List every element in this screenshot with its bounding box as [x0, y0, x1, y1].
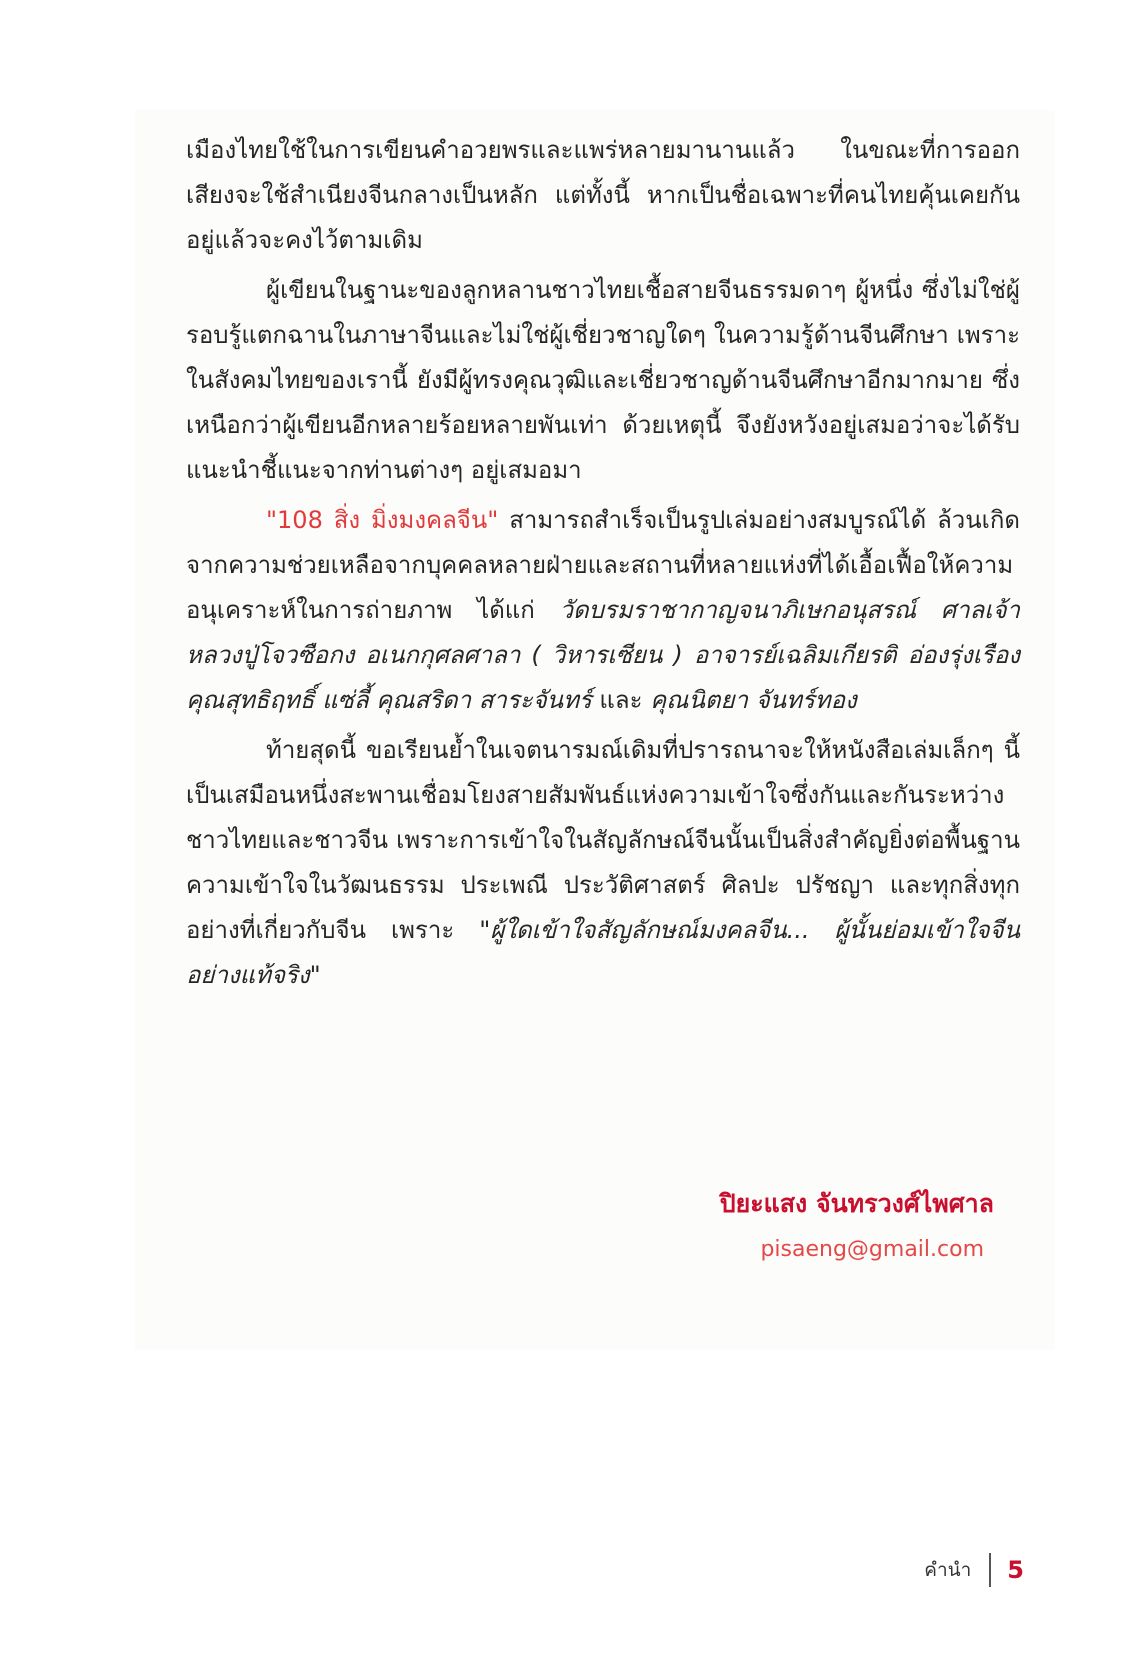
paragraph-2: [186, 268, 1020, 493]
paragraph-2-text: ผู้เขียนในฐานะของลูกหลานชาวไทยเชื้อสายจีนธรรมดาๆ ผู้หนึ่ง ซึ่งไม่ใช่ผู้รอบรู้แตกฉานในภาษาจีนและไม่ใช่ผู้เชี่ยวชาญใดๆ ในความรู้ด้านจีนศึกษา เพราะในสังคมไทยของเรานี้ ยังมีผู้ทรงคุณวุฒิและเชี่ยวชาญด้านจีนศึกษาอีกมากมาย ซึ่งเหนือกว่าผู้เขียนอีกหลายร้อยหลายพันเท่า ด้วยเหตุนี้ จึงยังหวังอยู่เสมอว่าจะได้รับแนะนำชี้แนะจากท่านต่างๆ อยู่เสมอมา: [186, 276, 1020, 484]
paragraph-1: [186, 128, 1020, 263]
page-footer: [924, 1552, 1024, 1588]
paragraph-3: [186, 498, 1020, 723]
author-email: pisaeng@gmail.com: [760, 1237, 984, 1262]
paragraph-3-text: สามารถสำเร็จเป็นรูปเล่มอย่างสมบูรณ์ได้ ล้วนเกิดจากความช่วยเหลือจากบุคคลหลายฝ่ายและสถานที่หลายแห่งที่ได้เอื้อเฟื้อให้ความอนุเคราะห์ในการถ่ายภาพ ได้แก่: [186, 506, 1020, 624]
page-number: 5: [1007, 1556, 1024, 1584]
footer-divider: [989, 1553, 991, 1587]
book-title: "108 สิ่ง มิ่งมงคลจีน": [266, 506, 499, 534]
paragraph-4: [186, 728, 1020, 998]
closing-quote: "ผู้ใดเข้าใจสัญลักษณ์มงคลจีน... ผู้นั้นย่อมเข้าใจจีนอย่างแท้จริง": [186, 916, 1020, 989]
paragraph-3-conjunction: และ: [591, 686, 651, 714]
section-label: คำนำ: [924, 1559, 972, 1581]
acknowledged-names: วัดบรมราชากาญจนาภิเษกอนุสรณ์ ศาลเจ้าหลวงปู่โจวซือกง อเนกกุศลศาลา ( วิหารเซียน ) อาจารย์เฉลิมเกียรติ อ่องรุ่งเรือง คุณสุทธิฤทธิ์ แซ่ลี้ คุณสริดา สาระจันทร์: [186, 596, 1020, 714]
acknowledged-last-name: คุณนิตยา จันทร์ทอง: [650, 686, 857, 714]
paragraph-1-text: เมืองไทยใช้ในการเขียนคำอวยพรและแพร่หลายมานานแล้ว ในขณะที่การออกเสียงจะใช้สำเนียงจีนกลางเป็นหลัก แต่ทั้งนี้ หากเป็นชื่อเฉพาะที่คนไทยคุ้นเคยกันอยู่แล้วจะคงไว้ตามเดิม: [186, 136, 1020, 254]
author-signature: [720, 1184, 994, 1270]
paragraph-4-text: ท้ายสุดนี้ ขอเรียนย้ำในเจตนารมณ์เดิมที่ปรารถนาจะให้หนังสือเล่มเล็กๆ นี้เป็นเสมือนหนึ่งสะพานเชื่อมโยงสายสัมพันธ์แห่งความเข้าใจซึ่งกันและกันระหว่างชาวไทยและชาวจีน เพราะการเข้าใจในสัญลักษณ์จีนนั้นเป็นสิ่งสำคัญยิ่งต่อพื้นฐานความเข้าใจในวัฒนธรรม ประเพณี ประวัติศาสตร์ ศิลปะ ปรัชญา และทุกสิ่งทุกอย่างที่เกี่ยวกับจีน เพราะ: [186, 736, 1020, 944]
author-name: ปิยะแสง จันทรวงศ์ไพศาล: [719, 1189, 994, 1218]
preface-body: [186, 128, 1020, 1003]
